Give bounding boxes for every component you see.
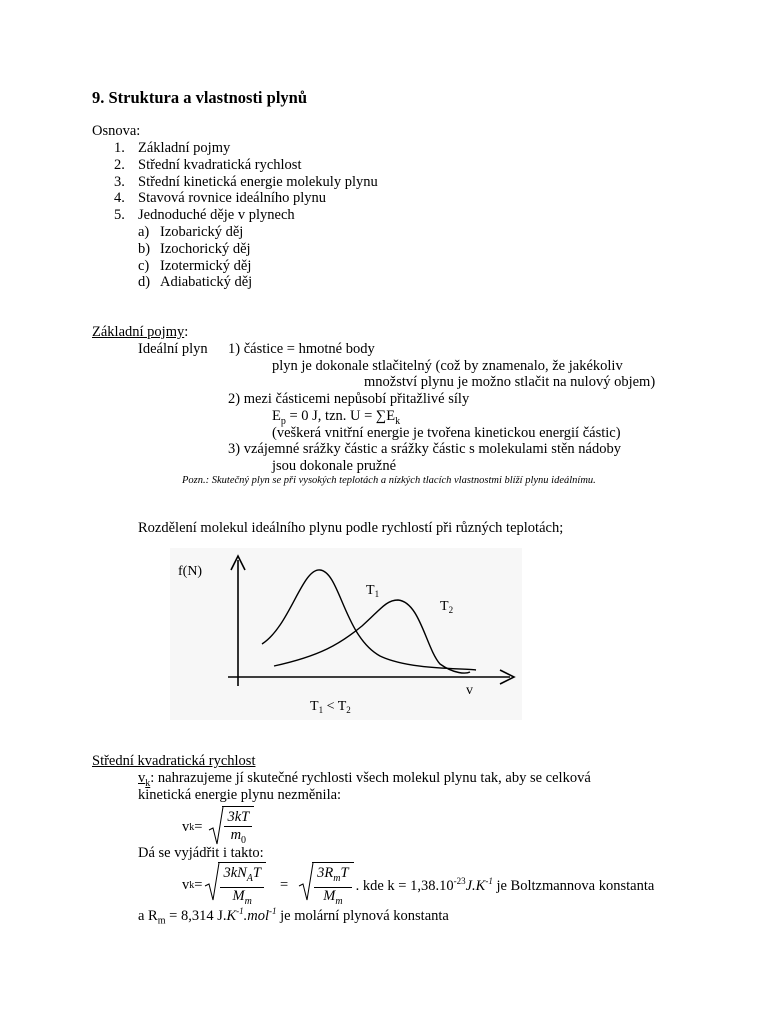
x-axis-label: v xyxy=(466,683,473,698)
sqrt-sign-2 xyxy=(204,862,220,902)
legend-t1 xyxy=(366,583,379,599)
eq1-den-sub: 0 xyxy=(241,834,247,846)
caption-t2-sub: 2 xyxy=(346,705,351,715)
r-pre: a R xyxy=(138,907,158,924)
rms-v: v xyxy=(138,770,146,786)
r-unit1-exp: -1 xyxy=(236,906,244,916)
r-sub: m xyxy=(157,915,166,927)
eq2-lhs-sub: k xyxy=(189,880,195,892)
eq2-mid-equals: = xyxy=(279,877,289,894)
outline-subnum: c) xyxy=(138,258,150,274)
kconst-post: je Boltzmannova konstanta xyxy=(492,878,655,895)
chart-svg xyxy=(170,548,522,720)
kconst-unit-exp: -1 xyxy=(485,876,493,887)
outline-item: Stavová rovnice ideálního plynu xyxy=(138,190,327,206)
eq3-num-b: T xyxy=(340,865,349,881)
outline-subitem: Izotermický děj xyxy=(160,258,252,274)
section-heading-basics xyxy=(92,324,188,341)
caption-op: < T xyxy=(323,699,347,714)
energy-sub-k: k xyxy=(395,415,401,427)
rms-equation-2 xyxy=(182,862,654,910)
eq1-den-main: m xyxy=(230,827,242,843)
page-title: 9. Struktura a vlastnosti plynů xyxy=(92,88,308,107)
ideal-gas-label: Ideální plyn xyxy=(138,341,208,357)
boltzmann-constant xyxy=(356,876,655,895)
kconst-exp: -23 xyxy=(453,876,466,887)
eq2-lhs: v xyxy=(182,877,190,894)
property-1-detail-b: množství plynu je možno stlačit na nulový objem) xyxy=(364,374,656,390)
basics-heading-colon: : xyxy=(184,324,189,340)
chart-caption xyxy=(310,699,351,715)
outline-subitem: Izochorický děj xyxy=(160,241,251,257)
eq3-num-sub: m xyxy=(333,872,341,884)
eq3-num-a: 3R xyxy=(317,865,334,881)
outline-num: 5. xyxy=(114,207,125,223)
kconst-pre: . kde k = 1,38.10 xyxy=(355,878,454,895)
outline-item: Základní pojmy xyxy=(138,140,231,156)
outline-num: 4. xyxy=(114,190,125,206)
rms-desc-text: : nahrazujeme jí skutečné rychlosti všech molekul plynu tak, aby se celková xyxy=(150,770,591,786)
eq1-sqrt xyxy=(208,806,254,849)
rms-description-2: kinetická energie plynu nezměnila: xyxy=(138,787,342,803)
property-1: 1) částice = hmotné body xyxy=(228,341,375,357)
outline-num: 2. xyxy=(114,157,125,173)
property-3: 3) vzájemné srážky částic a srážky částic s molekulami stěn nádoby xyxy=(228,441,621,457)
eq2-equals: = xyxy=(194,877,203,894)
caption-t1: T xyxy=(310,699,319,714)
outline-subnum: b) xyxy=(138,241,151,257)
r-post: je molární plynová konstanta xyxy=(276,907,449,924)
r-val: = 8,314 J. xyxy=(165,907,227,924)
eq1-lhs-sub: k xyxy=(189,821,195,833)
legend-t2 xyxy=(440,599,453,615)
outline-item: Střední kinetická energie molekuly plynu xyxy=(138,174,378,190)
property-2-detail: (veškerá vnitřní energie je tvořena kinetickou energií částic) xyxy=(272,425,621,441)
eq1-equals: = xyxy=(194,818,203,835)
eq2-den-sub: m xyxy=(244,895,252,907)
eq1-numerator: 3kT xyxy=(224,809,252,827)
eq2-num-b: T xyxy=(252,865,261,881)
eq3-den-sub: m xyxy=(335,895,343,907)
rms-v-sub: k xyxy=(145,777,151,789)
r-unit2-exp: -1 xyxy=(269,906,277,916)
outline-num: 1. xyxy=(114,140,125,156)
eq2-num-a: 3kN xyxy=(223,865,247,881)
rms-equation-1 xyxy=(182,806,254,849)
eq2-num-sub: A xyxy=(246,872,253,884)
energy-symbol: E xyxy=(272,408,281,424)
kconst-unit: J.K xyxy=(465,878,486,895)
outline-subnum: d) xyxy=(138,274,151,290)
outline-num: 3. xyxy=(114,174,125,190)
property-3-detail: jsou dokonale pružné xyxy=(272,458,397,474)
outline-label: Osnova: xyxy=(92,123,141,139)
basics-heading-text: Základní pojmy xyxy=(92,324,185,340)
eq2-den-main: M xyxy=(232,887,245,904)
maxwell-distribution-chart xyxy=(170,548,522,720)
eq1-lhs: v xyxy=(182,818,190,835)
alt-expression-text: Dá se vyjádřit i takto: xyxy=(138,845,264,861)
property-2: 2) mezi částicemi nepůsobí přitažlivé síly xyxy=(228,391,470,407)
legend-t1-main: T xyxy=(366,583,375,598)
outline-item: Střední kvadratická rychlost xyxy=(138,157,302,173)
caption-t1-sub: 1 xyxy=(318,705,324,715)
gas-constant-line xyxy=(138,906,449,927)
section-heading-rms: Střední kvadratická rychlost xyxy=(92,753,256,769)
eq3-sqrt xyxy=(298,862,353,910)
outline-subitem: Adiabatický děj xyxy=(160,274,253,290)
eq2-sqrt xyxy=(204,862,266,910)
r-unit2: .mol xyxy=(243,907,270,924)
property-1-detail-a: plyn je dokonale stlačitelný (což by znamenalo, že jakékoliv xyxy=(272,358,623,374)
eq3-den-main: M xyxy=(323,887,336,904)
r-unit1: K xyxy=(226,907,237,924)
legend-t2-main: T xyxy=(440,599,449,614)
sqrt-sign-3 xyxy=(298,862,314,902)
outline-subnum: a) xyxy=(138,224,150,240)
energy-equation-text: = 0 J, tzn. U = ∑E xyxy=(285,408,396,424)
y-axis-label: f(N) xyxy=(178,564,203,579)
legend-t2-sub: 2 xyxy=(448,605,454,615)
real-gas-note: Pozn.: Skutečný plyn se při vysokých teplotách a nízkých tlacích vlastnostmi blíží plynu ideálnímu. xyxy=(182,475,596,486)
distribution-caption: Rozdělení molekul ideálního plynu podle rychlostí při různých teplotách; xyxy=(138,520,564,536)
legend-t1-sub: 1 xyxy=(374,589,380,599)
outline-subitem: Izobarický děj xyxy=(160,224,244,240)
energy-sub-p: p xyxy=(280,415,286,427)
sqrt-sign-1 xyxy=(208,806,224,846)
outline-item: Jednoduché děje v plynech xyxy=(138,207,295,223)
